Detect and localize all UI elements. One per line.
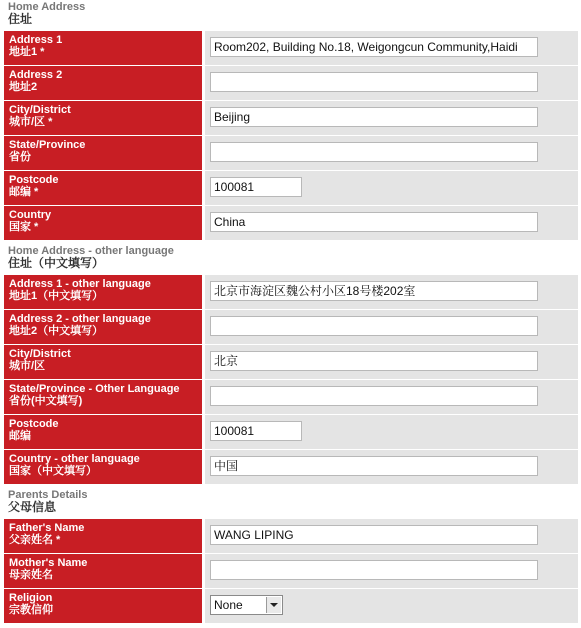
- section-title-cn: 住址: [8, 12, 33, 26]
- field-cell: [205, 345, 578, 379]
- row-address-1: [4, 31, 578, 65]
- address-2-input[interactable]: [210, 72, 538, 92]
- field-cell: [205, 310, 578, 344]
- label-cn: 城市/区: [9, 360, 46, 372]
- label-cn: 省份: [9, 151, 31, 163]
- label-city-district: [4, 101, 202, 135]
- country-input[interactable]: China: [210, 212, 538, 232]
- section-title-en: Home Address - other language: [8, 245, 174, 257]
- label-cn: 父亲姓名 *: [9, 534, 61, 546]
- label-en: State/Province: [9, 139, 86, 151]
- religion-selected-value: None: [214, 598, 243, 612]
- address-1-other-language-input[interactable]: 北京市海淀区魏公村小区18号楼202室: [210, 281, 538, 301]
- label-cn: 地址2: [9, 81, 38, 93]
- row-country: [4, 206, 578, 240]
- field-cell: [205, 66, 578, 100]
- label-en: State/Province - Other Language: [9, 383, 180, 395]
- field-cell: [205, 554, 578, 588]
- label-cn: 地址1 *: [9, 46, 45, 58]
- field-cell: [205, 589, 578, 623]
- row-fathers-name: [4, 519, 578, 553]
- chevron-down-icon[interactable]: [266, 597, 281, 613]
- label-religion: [4, 589, 202, 623]
- label-address-2-other-language: [4, 310, 202, 344]
- label-en: Mother's Name: [9, 557, 88, 569]
- label-cn: 城市/区 *: [9, 116, 53, 128]
- field-cell: [205, 450, 578, 484]
- label-cn: 地址1（中文填写）: [9, 290, 104, 302]
- field-cell: [205, 136, 578, 170]
- label-address-1-other-language: [4, 275, 202, 309]
- row-country-other-language: [4, 450, 578, 484]
- section-home-address-other-language: [8, 245, 568, 270]
- row-city-district-other-language: [4, 345, 578, 379]
- row-religion: [4, 589, 578, 623]
- section-parents-details: [8, 489, 568, 514]
- label-state-province: [4, 136, 202, 170]
- field-cell: [205, 171, 578, 205]
- section-title-cn: 住址（中文填写）: [8, 256, 105, 270]
- label-state-province-other-language: [4, 380, 202, 414]
- section-home-address: [8, 1, 568, 26]
- section-title-cn: 父母信息: [8, 500, 57, 514]
- label-en: Religion: [9, 592, 53, 604]
- city-district-other-language-input[interactable]: 北京: [210, 351, 538, 371]
- label-en: Address 2 - other language: [9, 313, 151, 325]
- field-cell: [205, 275, 578, 309]
- label-cn: 母亲姓名: [9, 569, 53, 581]
- label-address-2: [4, 66, 202, 100]
- city-district-input[interactable]: Beijing: [210, 107, 538, 127]
- label-postcode-other-language: [4, 415, 202, 449]
- label-en: Country: [9, 209, 52, 221]
- state-province-input[interactable]: [210, 142, 538, 162]
- label-city-district-other-language: [4, 345, 202, 379]
- label-country: [4, 206, 202, 240]
- label-address-1: [4, 31, 202, 65]
- row-state-province-other-language: [4, 380, 578, 414]
- label-country-other-language: [4, 450, 202, 484]
- country-other-language-input[interactable]: 中国: [210, 456, 538, 476]
- address-2-other-language-input[interactable]: [210, 316, 538, 336]
- label-cn: 地址2（中文填写）: [9, 325, 104, 337]
- label-cn: 省份(中文填写): [9, 395, 83, 407]
- field-cell: [205, 380, 578, 414]
- mothers-name-input[interactable]: [210, 560, 538, 580]
- religion-select[interactable]: [210, 595, 283, 615]
- section-title-en: Parents Details: [8, 489, 88, 501]
- label-fathers-name: [4, 519, 202, 553]
- address-1-input[interactable]: Room202, Building No.18, Weigongcun Community,Haidi: [210, 37, 538, 57]
- state-province-other-language-input[interactable]: [210, 386, 538, 406]
- row-mothers-name: [4, 554, 578, 588]
- label-en: Address 1: [9, 34, 63, 46]
- fathers-name-input[interactable]: WANG LIPING: [210, 525, 538, 545]
- postcode-other-language-input[interactable]: 100081: [210, 421, 302, 441]
- label-cn: 邮编 *: [9, 186, 39, 198]
- label-cn: 宗教信仰: [9, 604, 53, 616]
- label-en: Country - other language: [9, 453, 140, 465]
- label-postcode: [4, 171, 202, 205]
- section-title-en: Home Address: [8, 1, 86, 13]
- label-en: City/District: [9, 348, 71, 360]
- row-address-2-other-language: [4, 310, 578, 344]
- field-cell: [205, 519, 578, 553]
- row-postcode-other-language: [4, 415, 578, 449]
- row-postcode: [4, 171, 578, 205]
- field-cell: [205, 415, 578, 449]
- label-en: Father's Name: [9, 522, 85, 534]
- label-en: Postcode: [9, 174, 59, 186]
- postcode-input[interactable]: 100081: [210, 177, 302, 197]
- field-cell: [205, 31, 578, 65]
- field-cell: [205, 101, 578, 135]
- row-address-1-other-language: [4, 275, 578, 309]
- row-address-2: [4, 66, 578, 100]
- label-cn: 国家（中文填写）: [9, 465, 97, 477]
- row-city-district: [4, 101, 578, 135]
- label-cn: 国家 *: [9, 221, 39, 233]
- label-en: Postcode: [9, 418, 59, 430]
- label-cn: 邮编: [9, 430, 31, 442]
- label-en: Address 1 - other language: [9, 278, 151, 290]
- label-en: Address 2: [9, 69, 63, 81]
- field-cell: [205, 206, 578, 240]
- row-state-province: [4, 136, 578, 170]
- label-mothers-name: [4, 554, 202, 588]
- label-en: City/District: [9, 104, 71, 116]
